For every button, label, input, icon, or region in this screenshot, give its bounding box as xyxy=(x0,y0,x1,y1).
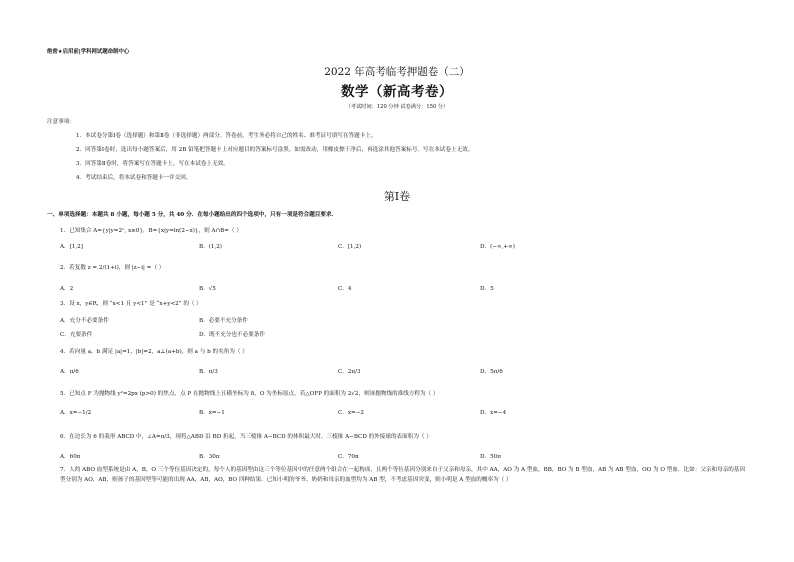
question-stem: 3．设 x，y∈R，则 “x<1 且 y<1” 是 “x+y<2” 的（ ） xyxy=(60,301,202,307)
notes-heading: 注意事项： xyxy=(47,119,75,125)
option-a: A．充分不必要条件 xyxy=(60,318,109,324)
option-d: D．5 xyxy=(480,286,494,292)
exam-title: 2022 年高考临考押题卷（二） xyxy=(324,66,470,78)
option-a: A．π/6 xyxy=(60,369,79,375)
exam-time-info: （考试时间：120 分钟 试卷满分：150 分） xyxy=(345,104,449,110)
question-stem: 5．已知点 F 为抛物线 y²=2px (p>0) 的焦点，点 P 在抛物线上且横坐标为 8，O 为坐标原点，若△OFP 的面积为 2√2，则该抛物线的准线方程为（ ） xyxy=(60,391,439,397)
option-b: B．√5 xyxy=(199,286,216,292)
secret-label: 绝密★启用前|学科网试题命制中心 xyxy=(47,49,130,55)
option-a: A．x=−1/2 xyxy=(60,410,92,416)
option-c: C．x=−2 xyxy=(338,410,364,416)
option-b: B．(1,2) xyxy=(199,244,222,250)
option-c: C．70π xyxy=(338,454,359,460)
option-a: A．60π xyxy=(60,454,81,460)
question-7: 7．人的 ABO 血型系统是由 A，B，O 三个等位基因决定的，每个人的基因型由这三个等位基因中的任意两个组合在一起构成，且两个等位基因分别来自于父亲和母亲，其中 AA，AO 为 A 型血，BB，BO 为 B 型血，AB 为 AB 型血，OO 为 O 型血．比如：父亲和母亲的基因型分别为 AO，AB，则孩子的基因型等可能的出现 AA，AB，AO，BO 四种结果．已知小明的爷爷、奶奶和母亲的血型均为 AB 型，不考虑基因突变，则小明是 A 型血的概率为（ ） xyxy=(60,467,746,483)
option-b: B．30π xyxy=(199,454,220,460)
option-b: B．π/3 xyxy=(199,369,218,375)
note-item: 1．本试卷分第Ⅰ卷（选择题）和第Ⅱ卷（非选择题）两部分。答卷前，考生务必将自己的姓名、准考证号填写在答题卡上。 xyxy=(76,133,377,139)
question-stem: 6．在边长为 6 的菱形 ABCD 中，∠A=π/3，现将△ABD 沿 BD 折起，当三棱锥 A−BCD 的体积最大时，三棱锥 A−BCD 的外接球的表面积为（ ） xyxy=(60,434,432,440)
volume-title: 第Ⅰ卷 xyxy=(383,190,411,203)
note-item: 2．回答第Ⅰ卷时，选出每小题答案后，用 2B 铅笔把答题卡上对应题目的答案标号涂黑。如需改动，用橡皮擦干净后，再选涂其他答案标号。写在本试卷上无效。 xyxy=(76,147,474,153)
option-c: C．2π/3 xyxy=(338,369,361,375)
option-d: D．5π/6 xyxy=(480,369,503,375)
option-d: D．既不充分也不必要条件 xyxy=(199,332,266,338)
note-item: 3．回答第Ⅱ卷时，将答案写在答题卡上。写在本试卷上无效。 xyxy=(76,161,229,167)
option-d: D．x=−4 xyxy=(480,410,507,416)
option-b: B．必要不充分条件 xyxy=(199,318,248,324)
option-d: D．50π xyxy=(480,454,501,460)
question-stem: 2．若复数 z = 2/(1+i)，则 |z−i| =（ ） xyxy=(60,265,165,271)
question-stem: 1．已知集合 A={y|y=2ˣ, x≥0}，B={x|y=ln(2−x)}，则 A∩B=（ ） xyxy=(60,228,242,234)
exam-subtitle: 数学（新高考卷） xyxy=(341,84,453,100)
option-d: D．(−∞,+∞) xyxy=(480,244,515,250)
note-item: 4．考试结束后，将本试卷和答题卡一并交回。 xyxy=(76,175,192,181)
option-c: C．4 xyxy=(338,286,352,292)
option-c: C．充要条件 xyxy=(60,332,93,338)
question-stem: 4．若向量 a，b 满足 |a|=1，|b|=2，a⊥(a+b)，则 a 与 b 的夹角为（ ） xyxy=(60,349,248,355)
option-b: B．x=−1 xyxy=(199,410,225,416)
option-a: A．[1,2] xyxy=(60,244,83,250)
option-a: A．2 xyxy=(60,286,74,292)
option-c: C．[1,2) xyxy=(338,244,362,250)
section-heading: 一、单项选择题：本题共 8 小题，每小题 5 分，共 40 分．在每小题给出的四个选项中，只有一项是符合题目要求． xyxy=(47,212,338,218)
